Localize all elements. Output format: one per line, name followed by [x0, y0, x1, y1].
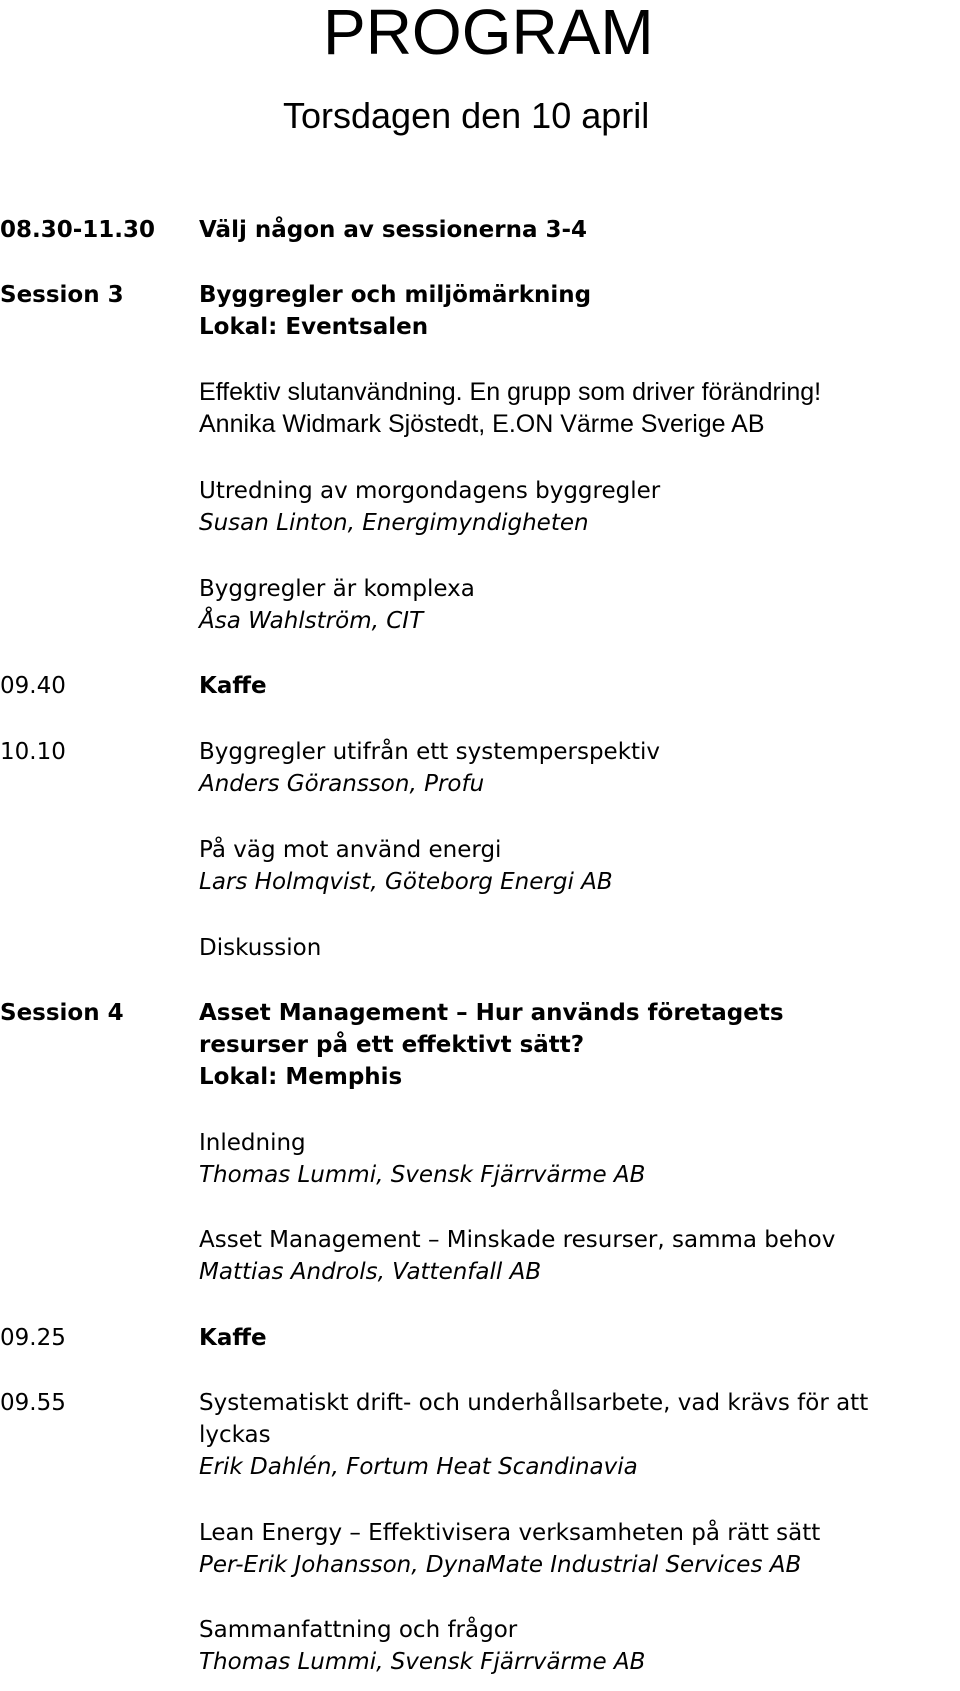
- session4-talk-5-speaker: Thomas Lummi, Svensk Fjärrvärme AB: [199, 1649, 646, 1675]
- session4-talk-5-title: Sammanfattning och frågor: [199, 1617, 518, 1643]
- intro-time: 08.30-11.30: [0, 217, 156, 243]
- session3-talk-2-title: Utredning av morgondagens byggregler: [199, 478, 661, 504]
- session4-room: Lokal: Memphis: [199, 1064, 403, 1090]
- session3-after-time: 10.10: [0, 739, 66, 765]
- session4-talk-2-speaker: Mattias Androls, Vattenfall AB: [199, 1259, 542, 1285]
- session3-talk-2-speaker: Susan Linton, Energimyndigheten: [199, 510, 589, 536]
- session3-talk-5-title: På väg mot använd energi: [199, 837, 502, 863]
- session3-talk-4-speaker: Anders Göransson, Profu: [199, 771, 485, 797]
- session3-label: Session 3: [0, 282, 124, 308]
- session3-talk-3-title: Byggregler är komplexa: [199, 576, 475, 602]
- session4-talk-4-title: Lean Energy – Effektivisera verksamheten på rätt sätt: [199, 1520, 821, 1546]
- session3-break-time: 09.40: [0, 673, 66, 699]
- session4-talk-3-title-line1: Systematiskt drift- och underhållsarbete, vad krävs för att: [199, 1390, 869, 1416]
- session4-break-label: Kaffe: [199, 1325, 267, 1351]
- session4-talk-4-speaker: Per-Erik Johansson, DynaMate Industrial Services AB: [199, 1552, 802, 1578]
- session4-after-time: 09.55: [0, 1390, 66, 1416]
- session3-talk-1-speaker: Annika Widmark Sjöstedt, E.ON Värme Sverige AB: [199, 410, 765, 438]
- page-subtitle: Torsdagen den 10 april: [283, 95, 650, 136]
- session4-break-time: 09.25: [0, 1325, 66, 1351]
- session4-talk-3-speaker: Erik Dahlén, Fortum Heat Scandinavia: [199, 1454, 638, 1480]
- session4-title-line2: resurser på ett effektivt sätt?: [199, 1032, 585, 1058]
- session3-discussion: Diskussion: [199, 935, 322, 961]
- session3-talk-1-title: Effektiv slutanvändning. En grupp som driver förändring!: [199, 378, 822, 406]
- session4-talk-3-title-line2: lyckas: [199, 1422, 271, 1448]
- session3-break-label: Kaffe: [199, 673, 267, 699]
- session3-talk-5-speaker: Lars Holmqvist, Göteborg Energi AB: [199, 869, 613, 895]
- session4-title-line1: Asset Management – Hur används företagets: [199, 1000, 784, 1026]
- session3-talk-4-title: Byggregler utifrån ett systemperspektiv: [199, 739, 661, 765]
- session3-title: Byggregler och miljömärkning: [199, 282, 592, 308]
- intro-text: Välj någon av sessionerna 3-4: [199, 217, 588, 243]
- session4-label: Session 4: [0, 1000, 124, 1026]
- session3-room: Lokal: Eventsalen: [199, 314, 429, 340]
- session3-talk-3-speaker: Åsa Wahlström, CIT: [199, 608, 424, 634]
- session4-talk-1-speaker: Thomas Lummi, Svensk Fjärrvärme AB: [199, 1162, 646, 1188]
- session4-talk-1-title: Inledning: [199, 1130, 306, 1156]
- session4-talk-2-title: Asset Management – Minskade resurser, samma behov: [199, 1227, 836, 1253]
- page-title: PROGRAM: [323, 0, 654, 68]
